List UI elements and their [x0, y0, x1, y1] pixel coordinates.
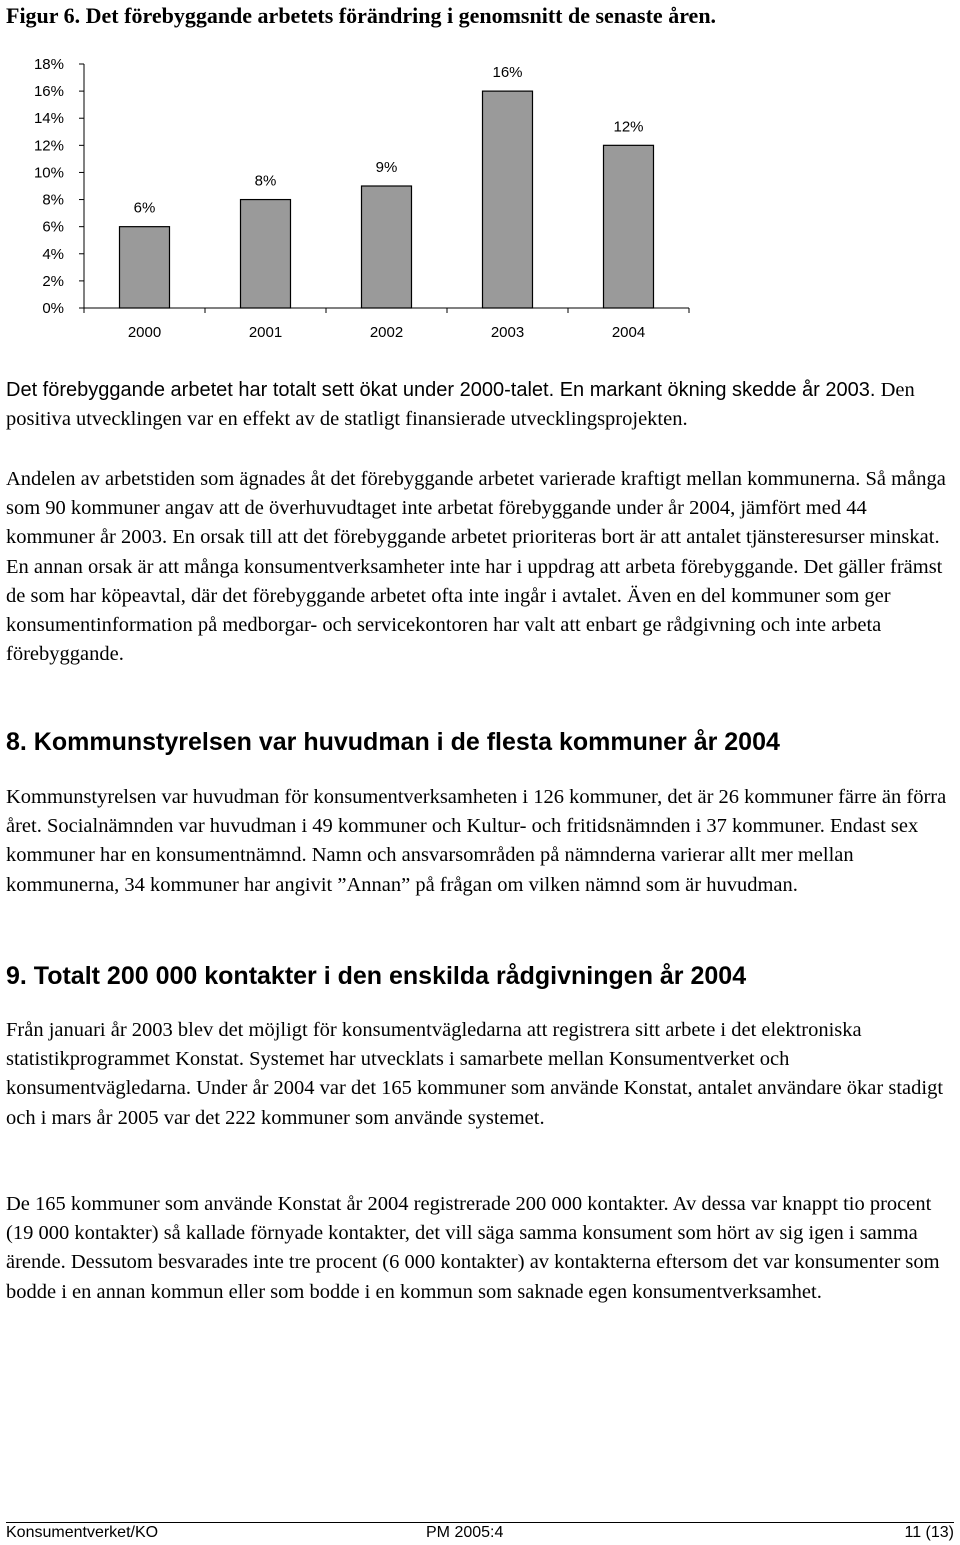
bar-2003 [483, 91, 533, 308]
bar-value-label-2002: 9% [375, 159, 398, 176]
bar-2000 [120, 227, 170, 308]
section-9-paragraph-2: De 165 kommuner som använde Konstat år 2004 registrerade 200 000 kontakter. Av dessa var knappt tio procent (19 000 kontakter) så kallade förnyade kontakter, det vill säga samma konsument som hört av sig igen i samma ärende. Dessutom besvarades inte tre procent (6 000 kontakter) av kontakterna eftersom det var konsumenter som bodde i en annan kommun eller som bodde i en kommun som saknade egen konsumentverksamhet. [6, 1193, 940, 1303]
chart-bars [120, 91, 654, 308]
paragraph-chart-summary [6, 376, 954, 434]
y-tick-label: 12% [33, 137, 64, 155]
section-8-heading: 8. Kommunstyrelsen var huvudman i de flesta kommuner år 2004 [6, 728, 780, 756]
bar-value-label-2004: 12% [613, 118, 644, 136]
bar-value-label-2003: 16% [492, 64, 523, 82]
y-tick-label: 16% [33, 83, 64, 101]
bar-2004 [604, 145, 654, 308]
section-9-heading: 9. Totalt 200 000 kontakter i den enskilda rådgivningen år 2004 [6, 962, 747, 990]
section-9-paragraph-1: Från januari år 2003 blev det möjligt för konsumentvägledarna att registrera sitt arbete i det elektroniska statistikprogrammet Konstat. Systemet har utvecklats i samarbete mellan Konsumentverket och konsumentvägledarna. Under år 2004 var det 165 kommuner som använde Konstat, antalet användare ökar stadigt och i mars år 2005 var det 222 kommuner som använde systemet. [6, 1019, 944, 1129]
x-tick-label-2003: 2003 [490, 324, 525, 341]
y-tick-label: 0% [42, 300, 64, 317]
footer-divider [6, 1522, 954, 1523]
bar-value-label-2001: 8% [254, 172, 277, 190]
bar-value-label-2000: 6% [133, 199, 156, 217]
x-tick-label-2001: 2001 [248, 324, 283, 341]
y-tick-label: 8% [42, 191, 64, 209]
footer-document-id: PM 2005:4 [426, 1524, 504, 1541]
bar-chart [0, 40, 960, 350]
y-tick-label: 2% [42, 272, 64, 290]
y-tick-label: 6% [42, 218, 64, 236]
figure-title: Figur 6. Det förebyggande arbetets förändring i genomsnitt de senaste åren. [6, 3, 717, 28]
footer-publisher: Konsumentverket/KO [6, 1524, 159, 1541]
chart-summary-serif-text: Den positiva utvecklingen var en effekt av de statligt finansierade utvecklingsprojekten. [6, 379, 915, 431]
x-tick-label-2000: 2000 [127, 324, 162, 341]
chart-summary-sans-text: Det förebyggande arbetet har totalt sett ökat under 2000-talet. En markant ökning skedde år 2003. [6, 379, 876, 401]
y-tick-label: 10% [33, 164, 64, 182]
paragraph-working-time: Andelen av arbetstiden som ägnades åt det förebyggande arbetet varierade kraftigt mellan kommunerna. Så många som 90 kommuner angav att de överhuvudtaget inte arbetat förebyggande under år 2004, jämfört med 44 kommuner år 2003. En orsak till att det förebyggande arbetet prioriteras bort är att antalet tjänsteresurser minskat. En annan orsak är att många konsumentverksamheter inte har i uppdrag att arbeta förebyggande. Det gäller främst de som har köpeavtal, där det förebyggande arbetet ofta inte ingår i avtalet. Även en del kommuner som ger konsumentinformation på medborgar- och servicekontoren har valt att enbart ge rådgivning och inte arbeta förebyggande. [6, 468, 946, 666]
bar-2002 [362, 186, 412, 308]
footer-page-number: 11 (13) [904, 1524, 954, 1541]
y-tick-label: 18% [33, 56, 64, 73]
y-tick-label: 4% [42, 245, 64, 263]
x-tick-label-2004: 2004 [611, 324, 646, 341]
y-tick-label: 14% [33, 110, 64, 128]
page-footer [6, 1524, 954, 1544]
x-tick-label-2002: 2002 [369, 324, 404, 341]
section-8-paragraph: Kommunstyrelsen var huvudman för konsumentverksamheten i 126 kommuner, det är 26 kommuner färre än förra året. Socialnämnden var huvudman i 49 kommuner och Kultur- och fritidsnämnden i 37 kommuner. Endast sex kommuner har en konsumentnämnd. Namn och ansvarsområden på nämnderna varierar allt mer mellan kommunerna, 34 kommuner har angivit ”Annan” på frågan om vilken nämnd som är huvudman. [6, 786, 947, 896]
bar-2001 [241, 200, 291, 308]
